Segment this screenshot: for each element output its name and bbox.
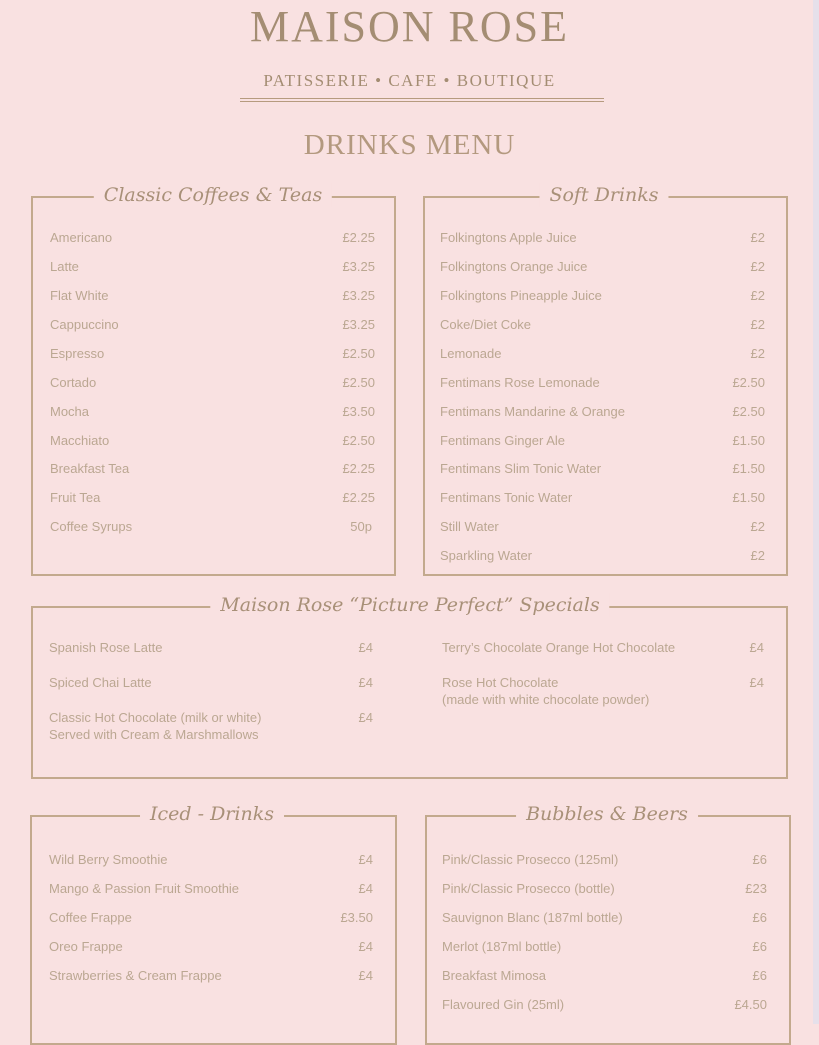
- list-item: [442, 639, 764, 656]
- list-item: [440, 403, 765, 420]
- item-name: Pink/Classic Prosecco (bottle): [442, 881, 615, 896]
- header-divider: [240, 101, 604, 102]
- item-name: Espresso: [50, 346, 105, 361]
- list-item: [49, 880, 373, 897]
- item-name: Terry’s Chocolate Orange Hot Chocolate: [442, 640, 676, 655]
- item-price: £4: [358, 881, 373, 896]
- item-price: £4: [358, 640, 373, 655]
- list-item: [49, 909, 373, 926]
- item-price: £4: [358, 939, 373, 954]
- specials-title: Maison Rose “Picture Perfect” Specials: [210, 593, 609, 617]
- item-price: £2: [750, 548, 765, 563]
- item-price: £3.50: [340, 910, 373, 925]
- list-item: [49, 967, 373, 984]
- item-note-row: [49, 726, 349, 743]
- item-name: Classic Hot Chocolate (milk or white): [49, 710, 262, 725]
- list-item: [49, 709, 373, 726]
- item-price: £2.50: [732, 404, 765, 419]
- item-price: £2.25: [342, 461, 375, 476]
- page-title: DRINKS MENU: [303, 129, 516, 161]
- item-price: £1.50: [732, 461, 765, 476]
- list-item: [49, 639, 373, 656]
- item-price: £23: [745, 881, 767, 896]
- item-name: Fentimans Rose Lemonade: [440, 375, 600, 390]
- tagline: PATISSERIE • CAFE • BOUTIQUE: [263, 71, 556, 90]
- item-price: £2: [750, 346, 765, 361]
- list-item: [440, 489, 765, 506]
- item-name: Fentimans Slim Tonic Water: [440, 461, 602, 476]
- item-name: Flat White: [50, 288, 109, 303]
- list-item: [442, 880, 767, 897]
- item-price: £6: [752, 852, 767, 867]
- item-name: Folkingtons Apple Juice: [440, 230, 577, 245]
- coffees-title: Classic Coffees & Teas: [94, 183, 332, 207]
- list-item: [50, 518, 372, 535]
- item-note: Served with Cream & Marshmallows: [49, 727, 259, 742]
- list-item: [50, 229, 375, 246]
- item-name: Wild Berry Smoothie: [49, 852, 168, 867]
- item-price: £4: [358, 852, 373, 867]
- list-item: [50, 403, 375, 420]
- list-item: [442, 674, 764, 691]
- list-item: [49, 674, 373, 691]
- item-name: Flavoured Gin (25ml): [442, 997, 565, 1012]
- item-price: £4: [749, 675, 764, 690]
- item-name: Coffee Frappe: [49, 910, 132, 925]
- item-name: Fentimans Tonic Water: [440, 490, 573, 505]
- list-item: [50, 489, 375, 506]
- list-item: [49, 938, 373, 955]
- item-price: £2: [750, 259, 765, 274]
- iced-drinks-title: Iced - Drinks: [140, 802, 284, 826]
- item-name: Coffee Syrups: [50, 519, 133, 534]
- list-item: [442, 996, 767, 1013]
- header-divider: [240, 98, 604, 99]
- item-price: £6: [752, 910, 767, 925]
- item-price: £2.25: [342, 230, 375, 245]
- item-name: Mango & Passion Fruit Smoothie: [49, 881, 240, 896]
- item-price: £4: [358, 968, 373, 983]
- list-item: [442, 967, 767, 984]
- item-name: Fentimans Mandarine & Orange: [440, 404, 625, 419]
- item-price: £2.50: [342, 375, 375, 390]
- item-price: £2.50: [342, 346, 375, 361]
- item-price: £2.50: [342, 433, 375, 448]
- item-price: £4: [358, 710, 373, 725]
- item-price: £3.25: [342, 259, 375, 274]
- item-name: Breakfast Tea: [50, 461, 130, 476]
- list-item: [440, 287, 765, 304]
- item-name: Pink/Classic Prosecco (125ml): [442, 852, 619, 867]
- item-price: £4: [358, 675, 373, 690]
- item-price: £2: [750, 317, 765, 332]
- item-name: Spanish Rose Latte: [49, 640, 163, 655]
- list-item: [440, 229, 765, 246]
- item-name: Rose Hot Chocolate: [442, 675, 559, 690]
- bubbles-beers-title: Bubbles & Beers: [516, 802, 698, 826]
- item-price: £2: [750, 519, 765, 534]
- item-name: Fruit Tea: [50, 490, 101, 505]
- list-item: [440, 518, 765, 535]
- item-name: Americano: [50, 230, 113, 245]
- item-price: £6: [752, 968, 767, 983]
- item-name: Coke/Diet Coke: [440, 317, 532, 332]
- list-item: [440, 374, 765, 391]
- item-name: Breakfast Mimosa: [442, 968, 547, 983]
- item-price: £4: [749, 640, 764, 655]
- list-item: [50, 316, 375, 333]
- item-price: £1.50: [732, 433, 765, 448]
- list-item: [50, 345, 375, 362]
- item-name: Folkingtons Orange Juice: [440, 259, 588, 274]
- item-price: £4.50: [734, 997, 767, 1012]
- item-name: Folkingtons Pineapple Juice: [440, 288, 602, 303]
- item-price: £2: [750, 230, 765, 245]
- list-item: [440, 547, 765, 564]
- list-item: [440, 432, 765, 449]
- item-name: Still Water: [440, 519, 499, 534]
- list-item: [442, 909, 767, 926]
- item-price: £3.25: [342, 288, 375, 303]
- item-price: £3.25: [342, 317, 375, 332]
- list-item: [49, 851, 373, 868]
- item-name: Macchiato: [50, 433, 110, 448]
- item-note: (made with white chocolate powder): [442, 692, 650, 707]
- iced-drinks-section: [30, 815, 397, 1045]
- item-name: Oreo Frappe: [49, 939, 123, 954]
- list-item: [442, 851, 767, 868]
- item-price: £3.50: [342, 404, 375, 419]
- item-name: Sauvignon Blanc (187ml bottle): [442, 910, 623, 925]
- item-price: £1.50: [732, 490, 765, 505]
- list-item: [440, 258, 765, 275]
- list-item: [50, 432, 375, 449]
- list-item: [50, 258, 375, 275]
- item-name: Lemonade: [440, 346, 502, 361]
- item-name: Cappuccino: [50, 317, 119, 332]
- list-item: [440, 316, 765, 333]
- item-name: Sparkling Water: [440, 548, 532, 563]
- brand-logo: MAISON ROSE: [249, 2, 570, 51]
- list-item: [50, 460, 375, 477]
- item-name: Spiced Chai Latte: [49, 675, 152, 690]
- item-price: £2: [750, 288, 765, 303]
- soft-drinks-title: Soft Drinks: [539, 183, 668, 207]
- list-item: [440, 345, 765, 362]
- list-item: [440, 460, 765, 477]
- item-name: Merlot (187ml bottle): [442, 939, 562, 954]
- list-item: [50, 287, 375, 304]
- item-price: £6: [752, 939, 767, 954]
- item-price: £2.25: [342, 490, 375, 505]
- list-item: [442, 938, 767, 955]
- item-price: 50p: [350, 519, 372, 534]
- list-item: [50, 374, 375, 391]
- item-name: Mocha: [50, 404, 90, 419]
- item-note-row: [442, 691, 742, 708]
- item-name: Strawberries & Cream Frappe: [49, 968, 222, 983]
- item-price: £2.50: [732, 375, 765, 390]
- item-name: Fentimans Ginger Ale: [440, 433, 566, 448]
- item-name: Latte: [50, 259, 79, 274]
- item-name: Cortado: [50, 375, 97, 390]
